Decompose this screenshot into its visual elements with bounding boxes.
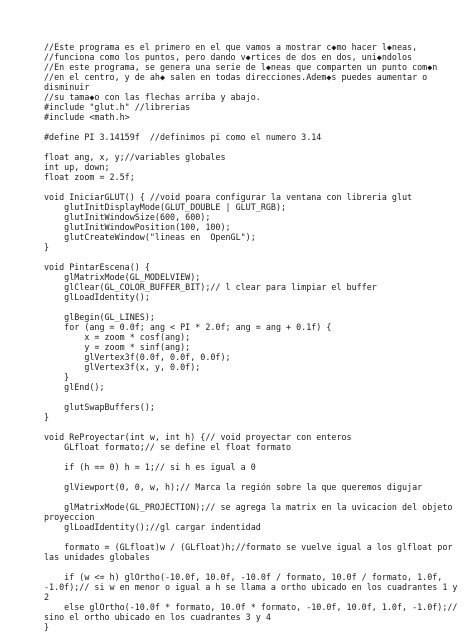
code-line: y = zoom * sinf(ang); — [44, 342, 191, 352]
code-line: proyeccion — [44, 512, 95, 522]
code-line: } — [44, 622, 50, 632]
code-line: glutInitDisplayMode(GLUT_DOUBLE | GLUT_RGB); — [44, 202, 287, 212]
code-line: sino el ortho ubicado en los cuadrantes 3 y 4 — [44, 612, 271, 622]
code-line: //Este programa es el primero en el que vamos a mostrar c◆mo hacer l◆neas, — [44, 42, 418, 52]
code-line: glLoadIdentity(); — [44, 292, 150, 302]
code-line — [44, 452, 469, 462]
code-line: //funciona como los puntos, pero dando v◆rtices de dos en dos, uni◆ndolos — [44, 52, 413, 62]
code-line: #include <math.h> — [44, 112, 130, 122]
code-line: glVertex3f(0.0f, 0.0f, 0.0f); — [44, 352, 231, 362]
code-line: glVertex3f(x, y, 0.0f); — [44, 362, 201, 372]
code-line: glutInitWindowPosition(100, 100); — [44, 222, 231, 232]
code-line — [44, 422, 469, 432]
code-line: float zoom = 2.5f; — [44, 172, 135, 182]
code-line: for (ang = 0.0f; ang < PI * 2.0f; ang = ang + 0.1f) { — [44, 322, 332, 332]
code-line: } — [44, 242, 50, 252]
code-line — [44, 122, 469, 132]
code-line: glutSwapBuffers(); — [44, 402, 155, 412]
code-line: if (h == 0) h = 1;// si h es igual a 0 — [44, 462, 256, 472]
code-line: glutCreateWindow("lineas en OpenGL"); — [44, 232, 256, 242]
code-line: //en el centro, y de ah◆ salen en todas direcciones.Adem◆s puedes aumentar o — [44, 72, 428, 82]
code-line: glEnd(); — [44, 382, 105, 392]
code-line — [44, 302, 469, 312]
code-line: glViewport(0, 0, w, h);// Marca la región sobre la que queremos digujar — [44, 482, 423, 492]
code-line: } — [44, 372, 70, 382]
code-line: } — [44, 412, 50, 422]
code-line — [44, 562, 469, 572]
code-listing — [44, 42, 469, 632]
code-line — [44, 472, 469, 482]
code-line: glBegin(GL_LINES); — [44, 312, 155, 322]
code-line: //su tama◆o con las flechas arriba y abajo. — [44, 92, 261, 102]
code-line: disminuir — [44, 82, 90, 92]
code-line — [44, 182, 469, 192]
code-line: void ReProyectar(int w, int h) {// void proyectar con enteros — [44, 432, 352, 442]
code-line: las unidades globales — [44, 552, 150, 562]
code-line — [44, 392, 469, 402]
code-line: void PintarEscena() { — [44, 262, 150, 272]
code-line — [44, 252, 469, 262]
code-line: int up, down; — [44, 162, 110, 172]
code-line: 2 — [44, 592, 50, 602]
code-line — [44, 142, 469, 152]
code-line: glClear(GL_COLOR_BUFFER_BIT);// l clear para limpiar el buffer — [44, 282, 377, 292]
code-line: x = zoom * cosf(ang); — [44, 332, 191, 342]
code-line: glutInitWindowSize(600, 600); — [44, 212, 211, 222]
code-line: glMatrixMode(GL_MODELVIEW); — [44, 272, 201, 282]
code-line — [44, 532, 469, 542]
code-line: else glOrtho(-10.0f * formato, 10.0f * formato, -10.0f, 10.0f, 1.0f, -1.0f);// — [44, 602, 458, 612]
code-line: float ang, x, y;//variables globales — [44, 152, 226, 162]
code-line — [44, 492, 469, 502]
code-line: -1.0f);// si w en menor o igual a h se llama a ortho ubicado en los cuadrantes 1 y — [44, 582, 458, 592]
code-line: #include "glut.h" //librerias — [44, 102, 191, 112]
code-line: formato = (GLfloat)w / (GLfloat)h;//formato se vuelve igual a los glfloat por — [44, 542, 453, 552]
code-line: #define PI 3.14159f //definimos pi como el numero 3.14 — [44, 132, 322, 142]
code-line: void IniciarGLUT() { //void poara configurar la ventana con libreria glut — [44, 192, 413, 202]
code-line: GLfloat formato;// se define el float formato — [44, 442, 292, 452]
code-line: if (w <= h) glOrtho(-10.0f, 10.0f, -10.0f / formato, 10.0f / formato, 1.0f, — [44, 572, 443, 582]
code-line: //En este programa, se genera una serie de l◆neas que comparten un punto com◆n — [44, 62, 438, 72]
code-line: glMatrixMode(GL_PROJECTION);// se agrega la matrix en la uvicacion del objeto — [44, 502, 453, 512]
code-line: glLoadIdentity();//gl cargar indentidad — [44, 522, 261, 532]
